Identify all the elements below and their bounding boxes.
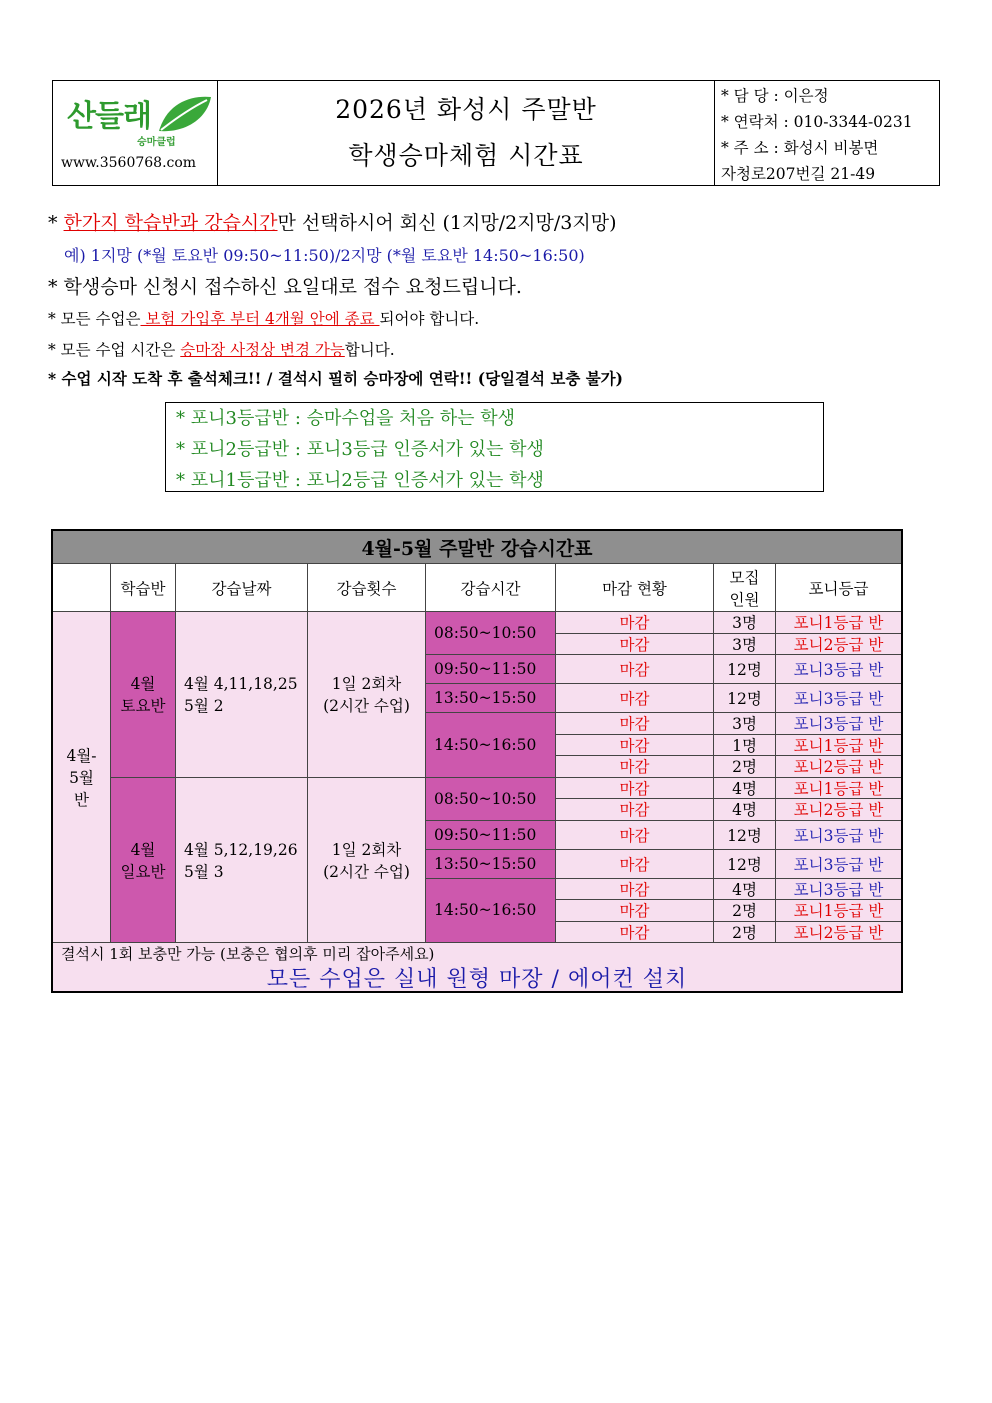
note-3: * 학생승마 신청시 접수하신 요일대로 접수 요청드립니다. [48, 276, 522, 298]
grade-cell: 포니3등급 반 [775, 849, 901, 878]
note-1-rest: 만 선택하시어 회신 (1지망/2지망/3지망) [277, 212, 617, 234]
note-4-b: 되어야 합니다. [379, 310, 480, 328]
footer-note: 결석시 1회 보충만 가능 (보충은 협의후 미리 잡아주세요) [53, 942, 901, 964]
contact-manager: * 담 당 : 이은정 [721, 87, 829, 105]
logo-name: 산들래 [67, 99, 151, 134]
contact-block [715, 81, 939, 185]
people-cell: 2명 [713, 921, 775, 943]
status-cell: 마감 [555, 921, 713, 943]
contact-phone: * 연락처 : 010-3344-0231 [721, 113, 913, 131]
time-cell: 14:50~16:50 [425, 878, 555, 943]
header-status: 마감 현황 [555, 563, 713, 611]
grade-cell: 포니3등급 반 [775, 820, 901, 849]
note-5-b: 합니다. [344, 341, 395, 359]
logo [53, 81, 218, 185]
schedule-table [51, 529, 903, 993]
class-cell: 4월 일요반 [110, 777, 175, 943]
grade-cell: 포니2등급 반 [775, 798, 901, 820]
people-cell: 3명 [713, 633, 775, 655]
status-cell: 마감 [555, 878, 713, 900]
level-pony2: * 포니2등급반 : 포니3등급 인증서가 있는 학생 [176, 439, 544, 460]
time-cell: 09:50~11:50 [425, 820, 555, 849]
levels-box [165, 402, 824, 492]
leaf-icon [157, 93, 213, 135]
header-time: 강습시간 [425, 563, 555, 611]
level-pony1: * 포니1등급반 : 포니2등급 인증서가 있는 학생 [176, 470, 544, 491]
table-title: 4월-5월 주말반 강습시간표 [53, 531, 901, 563]
footer-highlight: 모든 수업은 실내 원형 마장 / 에어컨 설치 [266, 967, 688, 992]
people-cell: 4명 [713, 798, 775, 820]
status-cell: 마감 [555, 849, 713, 878]
note-example: 예) 1지망 (*월 토요반 09:50~11:50)/2지망 (*월 토요반 14:50~16:50) [64, 246, 585, 265]
status-cell: 마감 [555, 633, 713, 655]
grade-cell: 포니2등급 반 [775, 633, 901, 655]
grade-cell: 포니2등급 반 [775, 921, 901, 943]
level-pony3: * 포니3등급반 : 승마수업을 처음 하는 학생 [176, 408, 516, 429]
time-cell: 08:50~10:50 [425, 777, 555, 820]
note-4 [48, 307, 479, 329]
grade-cell: 포니1등급 반 [775, 777, 901, 799]
people-cell: 3명 [713, 611, 775, 633]
status-cell: 마감 [555, 798, 713, 820]
status-cell: 마감 [555, 712, 713, 734]
people-cell: 3명 [713, 712, 775, 734]
grade-cell: 포니3등급 반 [775, 683, 901, 712]
header-people: 모집 인원 [713, 563, 775, 611]
logo-url: www.3560768.com [61, 155, 197, 171]
status-cell: 마감 [555, 755, 713, 777]
logo-sub: 승마클럽 [137, 137, 176, 148]
grade-cell: 포니3등급 반 [775, 712, 901, 734]
grade-cell: 포니1등급 반 [775, 734, 901, 756]
time-cell: 13:50~15:50 [425, 683, 555, 712]
contact-address: * 주 소 : 화성시 비봉면 [721, 139, 879, 157]
dates-cell: 4월 5,12,19,26 5월 3 [175, 777, 307, 943]
dates-cell: 4월 4,11,18,25 5월 2 [175, 611, 307, 777]
title-block [218, 81, 715, 185]
note-4-highlight: 보험 가입후 부터 4개월 안에 종료 [140, 310, 380, 328]
grade-cell: 포니1등급 반 [775, 899, 901, 921]
note-1-star: * [48, 212, 64, 234]
status-cell: 마감 [555, 683, 713, 712]
period-cell: 4월- 5월 반 [53, 611, 110, 942]
people-cell: 12명 [713, 849, 775, 878]
note-5-a: * 모든 수업 시간은 [48, 341, 181, 359]
note-6: * 수업 시작 도착 후 출석체크!! / 결석시 필히 승마장에 연락!! (당일결석 보충 불가) [48, 369, 623, 388]
class-cell: 4월 토요반 [110, 611, 175, 777]
people-cell: 1명 [713, 734, 775, 756]
header-grade: 포니등급 [775, 563, 901, 611]
time-cell: 14:50~16:50 [425, 712, 555, 777]
page-title-line1: 2026년 화성시 주말반 [335, 95, 597, 124]
contact-address-2: 자청로207번길 21-49 [721, 165, 876, 183]
header-dates: 강습날짜 [175, 563, 307, 611]
people-cell: 4명 [713, 777, 775, 799]
note-1-highlight: 한가지 학습반과 강습시간 [63, 212, 278, 234]
people-cell: 12명 [713, 654, 775, 683]
people-cell: 2명 [713, 899, 775, 921]
grade-cell: 포니2등급 반 [775, 755, 901, 777]
people-cell: 12명 [713, 820, 775, 849]
status-cell: 마감 [555, 734, 713, 756]
time-cell: 13:50~15:50 [425, 849, 555, 878]
note-5 [48, 338, 395, 360]
header-box [52, 80, 940, 186]
note-4-a: * 모든 수업은 [48, 310, 141, 328]
header-blank [53, 563, 110, 611]
status-cell: 마감 [555, 654, 713, 683]
status-cell: 마감 [555, 899, 713, 921]
status-cell: 마감 [555, 820, 713, 849]
count-cell: 1일 2회차 (2시간 수업) [307, 611, 425, 777]
people-cell: 2명 [713, 755, 775, 777]
count-cell: 1일 2회차 (2시간 수업) [307, 777, 425, 943]
status-cell: 마감 [555, 777, 713, 799]
people-cell: 12명 [713, 683, 775, 712]
note-1 [48, 208, 617, 235]
status-cell: 마감 [555, 611, 713, 633]
grade-cell: 포니3등급 반 [775, 654, 901, 683]
note-5-highlight: 승마장 사정상 변경 가능 [180, 341, 345, 359]
header-class: 학습반 [110, 563, 175, 611]
people-cell: 4명 [713, 878, 775, 900]
time-cell: 08:50~10:50 [425, 611, 555, 654]
grade-cell: 포니1등급 반 [775, 611, 901, 633]
time-cell: 09:50~11:50 [425, 654, 555, 683]
header-count: 강습횟수 [307, 563, 425, 611]
grade-cell: 포니3등급 반 [775, 878, 901, 900]
page-title-line2: 학생승마체험 시간표 [348, 141, 584, 170]
